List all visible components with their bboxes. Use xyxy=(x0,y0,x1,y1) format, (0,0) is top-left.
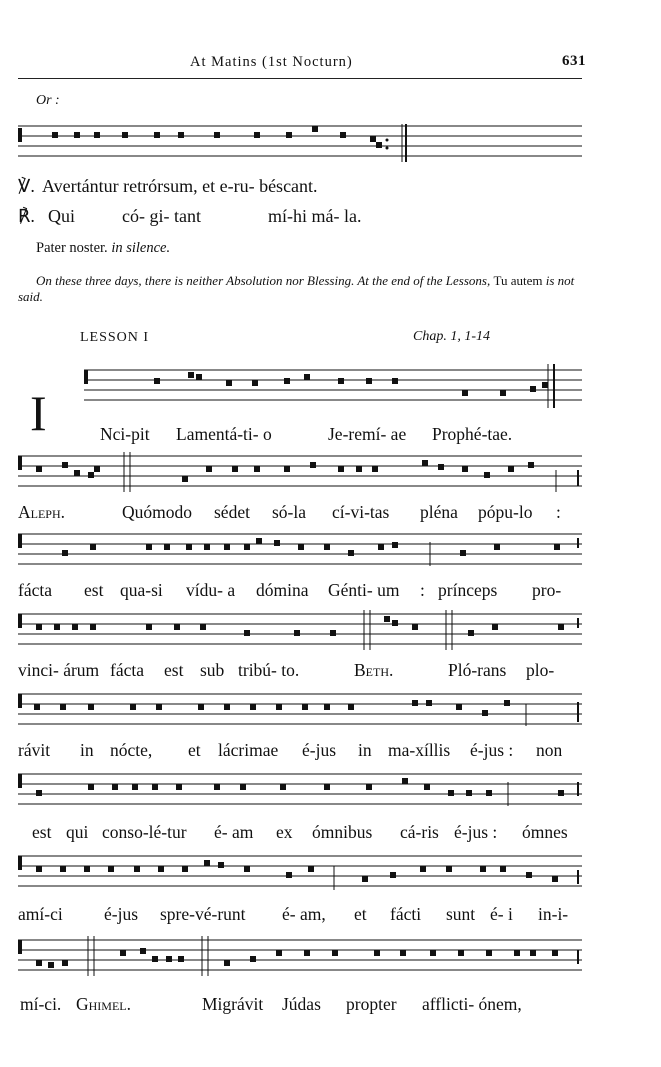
versicle-symbol: ℣. xyxy=(18,176,35,196)
lyric-word: sub xyxy=(200,660,225,680)
lyric-word: Migrávit xyxy=(202,994,264,1014)
lyric-word: fácti xyxy=(390,904,422,924)
response-symbol: ℟. xyxy=(18,206,35,226)
lyric-word: Prophé-tae. xyxy=(432,424,513,444)
lyric-word: é- i xyxy=(490,904,513,924)
lyric-word: é- am, xyxy=(282,904,326,924)
lyric-word: est xyxy=(84,580,104,600)
chant-staff xyxy=(18,934,582,968)
or-label: Or : xyxy=(36,93,60,108)
lyric-word: est xyxy=(164,660,184,680)
lyric-word: lácrimae xyxy=(218,740,279,760)
lyric-word: afflicti- ónem, xyxy=(422,994,522,1014)
lyric-word: qui xyxy=(66,822,89,842)
lyric-word: non xyxy=(536,740,563,760)
lyric-word: vinci- árum xyxy=(18,660,100,680)
lyric-word: spre-vé-runt xyxy=(160,904,246,924)
lyric-word: Ghimel. xyxy=(76,994,132,1014)
lyric-word: Júdas xyxy=(282,994,321,1014)
lyric-word: cí-vi-tas xyxy=(332,502,390,522)
lyric-word: conso-lé-tur xyxy=(102,822,187,842)
chant-staff xyxy=(18,528,582,562)
lyric-word: pópu-lo xyxy=(478,502,533,522)
rubric-upright: Tu autem xyxy=(493,273,543,288)
lyric-word: é-jus : xyxy=(454,822,498,842)
lyric-word: nócte, xyxy=(110,740,153,760)
lyric-word: plo- xyxy=(526,660,555,680)
lyric-word: sunt xyxy=(446,904,476,924)
lyric-word: é-jus xyxy=(302,740,337,760)
lyric-word: : xyxy=(420,580,425,600)
lyric-word: Nci-pit xyxy=(100,424,150,444)
rubric-part2: is not said. xyxy=(18,273,575,304)
versicle-text: Avertántur retrórsum, et e-ru- béscant. xyxy=(42,176,318,196)
lyric-word: Pló-rans xyxy=(448,660,507,680)
lyric-word: et xyxy=(354,904,367,924)
lyric-word: ómnibus xyxy=(312,822,373,842)
chant-staff xyxy=(84,364,582,398)
lyric-word: in xyxy=(358,740,372,760)
lyric-word: dómina xyxy=(256,580,309,600)
lyric-word: é-jus xyxy=(104,904,139,924)
lyric-word: cá-ris xyxy=(400,822,439,842)
lyric-word: sédet xyxy=(214,502,250,522)
lyric-word: amí-ci xyxy=(18,904,63,924)
lyric-word: Aleph. xyxy=(18,502,66,522)
lyric-word: pro- xyxy=(532,580,562,600)
lyric-word: vídu- a xyxy=(186,580,236,600)
running-header: At Matins (1st Nocturn) xyxy=(190,54,353,70)
chant-staff xyxy=(18,850,582,884)
lyric-word: ex xyxy=(276,822,293,842)
lyric-word: tribú- to. xyxy=(238,660,300,680)
chapter-ref: Chap. 1, 1-14 xyxy=(413,329,490,344)
chant-staff xyxy=(18,768,582,802)
lyric-word: ómnes xyxy=(522,822,568,842)
lyric-word: et xyxy=(188,740,201,760)
lyric-word: é- am xyxy=(214,822,254,842)
lyric-word: Quómodo xyxy=(122,502,192,522)
lesson-title: LESSON I xyxy=(80,330,150,345)
lyric-word: Beth. xyxy=(354,660,394,680)
rubric-part1: On these three days, there is neither Absolution nor Blessing. At the end of the Lessons, xyxy=(36,273,491,288)
page-number: 631 xyxy=(562,53,586,69)
lyric-word: : xyxy=(556,502,561,522)
lyric-word: propter xyxy=(346,994,397,1014)
lyric-word: Génti- um xyxy=(328,580,400,600)
lyric-word: prínceps xyxy=(438,580,498,600)
header-rule xyxy=(18,78,582,79)
chant-staff xyxy=(18,688,582,722)
lyric-word: rávit xyxy=(18,740,51,760)
response-word: có- gi- tant xyxy=(122,206,201,226)
lyric-word: in-i- xyxy=(538,904,569,924)
chant-staff xyxy=(18,122,582,156)
chant-staff xyxy=(18,450,582,484)
lyric-word: est xyxy=(32,822,52,842)
lyric-word: só-la xyxy=(272,502,307,522)
lyric-word: pléna xyxy=(420,502,458,522)
lyric-word: ma-xíllis xyxy=(388,740,451,760)
lesson-initial: I xyxy=(30,385,47,441)
versicle-line xyxy=(18,176,318,197)
lyric-word: in xyxy=(80,740,94,760)
lyric-word: é-jus : xyxy=(470,740,514,760)
lyric-word: Lamentá-ti- o xyxy=(176,424,272,444)
lyric-word: fácta xyxy=(18,580,52,600)
response-line xyxy=(18,206,584,227)
pater-italic: in silence. xyxy=(111,240,171,256)
lyric-word: Je-remí- ae xyxy=(328,424,407,444)
chant-staff xyxy=(18,608,582,642)
response-word: Qui xyxy=(48,206,75,226)
lyric-word: fácta xyxy=(110,660,144,680)
pater-noster-line xyxy=(36,240,170,257)
lyric-word: mí-ci. xyxy=(20,994,62,1014)
rubric xyxy=(18,273,584,305)
lyric-word: qua-si xyxy=(120,580,163,600)
pater-text: Pater noster. xyxy=(36,240,108,256)
response-word: mí-hi má- la. xyxy=(268,206,362,226)
